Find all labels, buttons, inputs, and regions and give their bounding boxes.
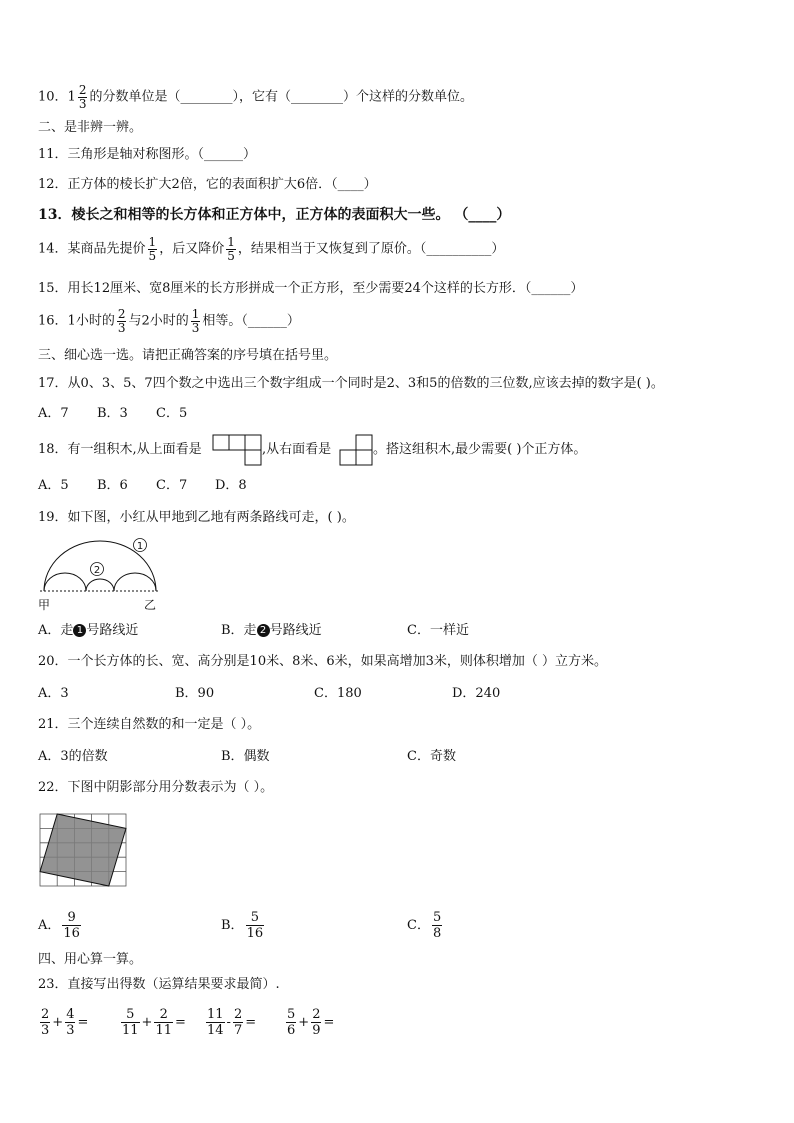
option-d: D．240 bbox=[452, 686, 501, 701]
top-view-figure bbox=[212, 434, 262, 466]
question-15: 15．用长12厘米、宽8厘米的长方形拼成一个正方形，至少需要24个这样的长方形．（______） bbox=[38, 281, 584, 296]
expression-4: $\frac{5}{6}$ + $\frac{2}{9}$ = bbox=[287, 1007, 335, 1038]
expression-1: $\frac{2}{3}$ + $\frac{4}{3}$ = bbox=[41, 1007, 89, 1038]
fraction: $\frac{2}{3}$ bbox=[41, 1007, 50, 1038]
expression-2: $\frac{5}{11}$ + $\frac{2}{11}$ = bbox=[122, 1007, 186, 1038]
question-11: 11．三角形是轴对称图形。（______） bbox=[38, 147, 257, 162]
circled-number: 2 bbox=[257, 624, 270, 637]
fraction: $\frac{1}{5}$ bbox=[148, 235, 157, 263]
option-c: C．一样近 bbox=[407, 623, 469, 638]
fraction: $\frac{2}{3}$ bbox=[117, 307, 126, 335]
option-b: B． $\frac{5}{16}$ bbox=[221, 910, 264, 941]
expression-3: $\frac{11}{14}$ - $\frac{2}{7}$ = bbox=[207, 1007, 257, 1038]
option-a: A．5 bbox=[38, 478, 69, 493]
question-19: 19．如下图，小红从甲地到乙地有两条路线可走，( )。 bbox=[38, 510, 355, 525]
section-4-heading: 四、用心算一算。 bbox=[38, 952, 143, 967]
question-23: 23．直接写出得数（运算结果要求最简）. bbox=[38, 977, 280, 992]
question-10: 10．1 $\frac{2}{3}$ 的分数单位是（________），它有（________）个这样的分数单位。 bbox=[38, 83, 473, 111]
question-18-part1: 18．有一组积木,从上面看是 bbox=[38, 442, 202, 457]
section-2-heading: 二、是非辨一辨。 bbox=[38, 120, 143, 135]
question-12: 12．正方体的棱长扩大2倍，它的表面积扩大6倍．（____） bbox=[38, 177, 377, 192]
question-18-part3: 。搭这组积木,最少需要( )个正方体。 bbox=[373, 442, 587, 457]
shaded-square bbox=[40, 814, 126, 886]
question-16: 16．1小时的 $\frac{2}{3}$ 与2小时的 $\frac{1}{3}$ 相等。（______） bbox=[38, 307, 300, 335]
fraction: $\frac{2}{11}$ bbox=[155, 1007, 172, 1038]
route-1-label: 1 bbox=[136, 541, 144, 552]
option-d: D．8 bbox=[215, 478, 247, 493]
option-b: B．6 bbox=[97, 478, 128, 493]
circled-number: 1 bbox=[73, 624, 86, 637]
option-b: B．偶数 bbox=[221, 749, 270, 764]
fraction: $\frac{5}{11}$ bbox=[122, 1007, 139, 1038]
fraction: $\frac{2}{3}$ bbox=[78, 83, 87, 111]
start-label: 甲 bbox=[38, 598, 51, 612]
fraction: $\frac{4}{3}$ bbox=[66, 1007, 75, 1038]
right-view-figure bbox=[339, 434, 373, 466]
question-17: 17．从0、3、5、7四个数之中选出三个数字组成一个同时是2、3和5的倍数的三位数,应该去掉的数字是( )。 bbox=[38, 376, 664, 391]
fraction: $\frac{1}{3}$ bbox=[191, 307, 200, 335]
option-b: B．走 2 号路线近 bbox=[221, 623, 322, 638]
fraction: $\frac{5}{6}$ bbox=[287, 1007, 296, 1038]
option-c: C． $\frac{5}{8}$ bbox=[407, 910, 442, 941]
option-c: C．奇数 bbox=[407, 749, 456, 764]
fraction: $\frac{2}{9}$ bbox=[312, 1007, 321, 1038]
fraction: $\frac{2}{7}$ bbox=[233, 1007, 243, 1038]
option-c: C．5 bbox=[156, 406, 188, 421]
option-b: B．3 bbox=[97, 406, 128, 421]
question-14: 14．某商品先提价 $\frac{1}{5}$ ，后又降价 $\frac{1}{5}$ ，结果相当于又恢复到了原价。（__________） bbox=[38, 235, 505, 263]
end-label: 乙 bbox=[144, 598, 157, 612]
question-20: 20．一个长方体的长、宽、高分别是10米、8米、6米，如果高增加3米，则体积增加（ ）立方米。 bbox=[38, 654, 608, 669]
route-2-label: 2 bbox=[93, 565, 101, 576]
option-a: A． $\frac{9}{16}$ bbox=[38, 910, 80, 941]
option-c: C．180 bbox=[314, 686, 362, 701]
fraction: $\frac{1}{5}$ bbox=[227, 235, 235, 263]
fraction: $\frac{5}{16}$ bbox=[246, 910, 264, 941]
question-18-part2: ,从右面看是 bbox=[262, 442, 332, 457]
option-a: A．走 1 号路线近 bbox=[38, 623, 139, 638]
fraction: $\frac{9}{16}$ bbox=[63, 910, 80, 941]
question-13: 13．棱长之和相等的长方体和正方体中，正方体的表面积大一些。 （____） bbox=[38, 207, 511, 223]
option-c: C．7 bbox=[156, 478, 188, 493]
option-b: B．90 bbox=[175, 686, 215, 701]
option-a: A．7 bbox=[38, 406, 69, 421]
option-a: A．3的倍数 bbox=[38, 749, 108, 764]
shaded-grid-figure bbox=[38, 812, 128, 888]
question-21: 21．三个连续自然数的和一定是（ ）。 bbox=[38, 717, 261, 732]
section-3-heading: 三、细心选一选。请把正确答案的序号填在括号里。 bbox=[38, 348, 338, 363]
option-a: A．3 bbox=[38, 686, 69, 701]
question-22: 22．下图中阴影部分用分数表示为（ ）。 bbox=[38, 780, 274, 795]
fraction: $\frac{11}{14}$ bbox=[207, 1007, 224, 1038]
fraction: $\frac{5}{8}$ bbox=[432, 910, 442, 941]
